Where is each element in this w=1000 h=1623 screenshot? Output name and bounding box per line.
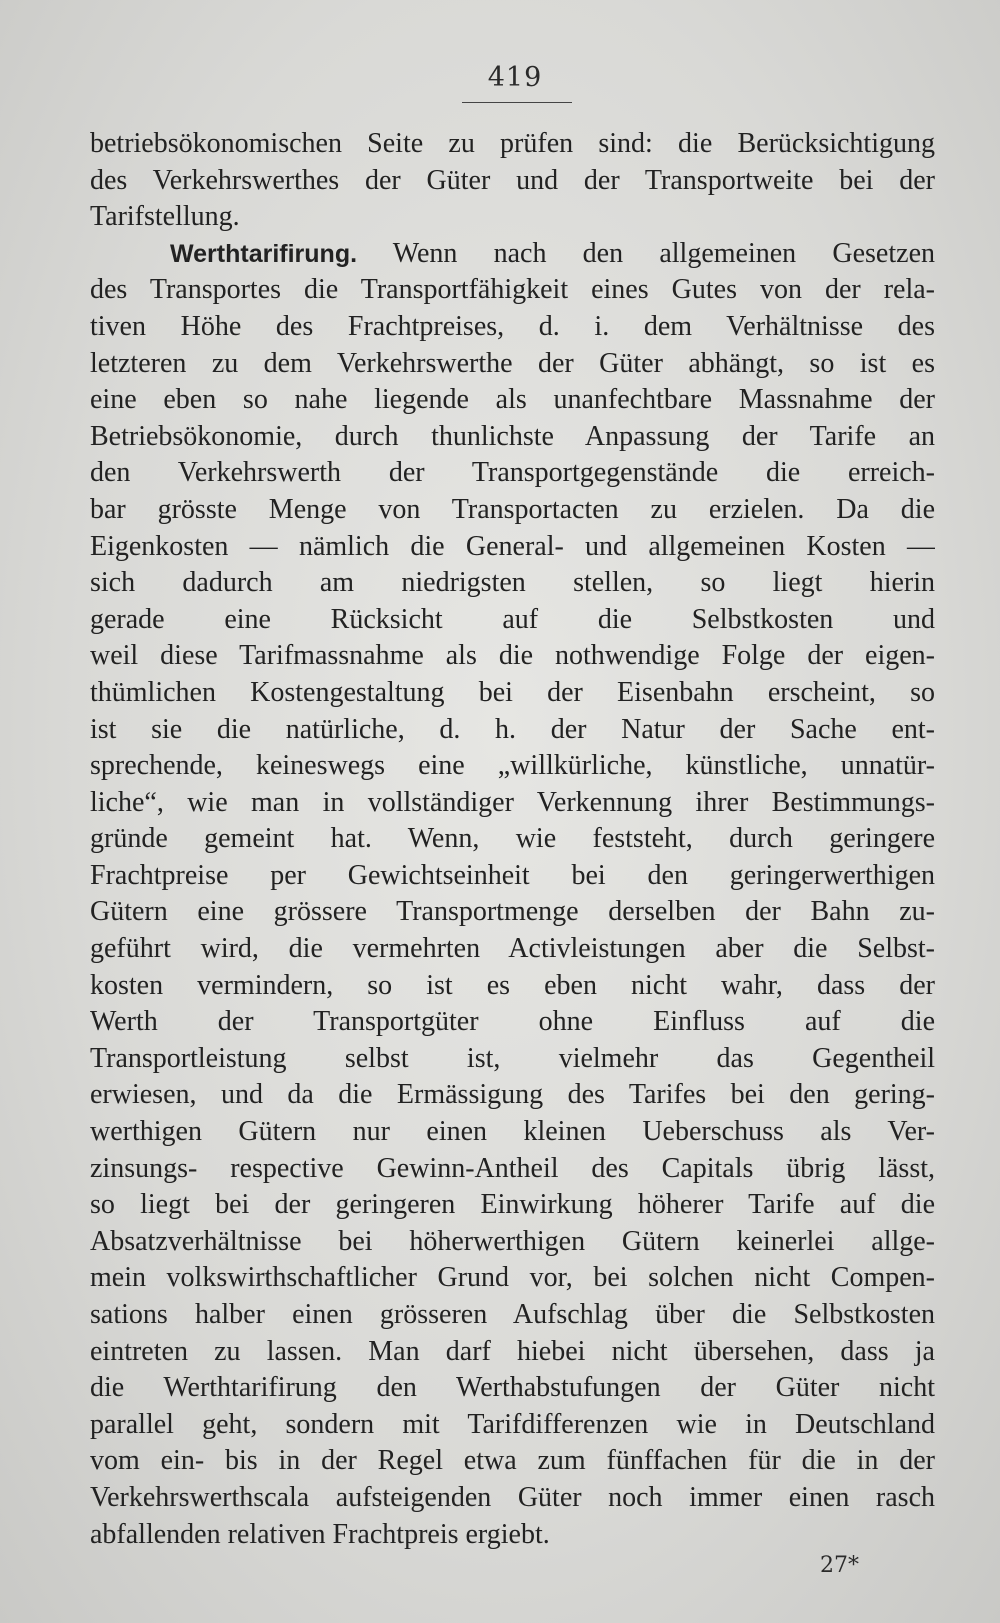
text-line: abfallenden relativen Frachtpreis ergiebt. [90, 1518, 550, 1550]
text-line: tiven Höhe des Frachtpreises, d. i. dem Verhältnisse des [90, 310, 935, 342]
text-line: mein volkswirthschaftlicher Grund vor, bei solchen nicht Compen- [90, 1262, 935, 1294]
text-line: parallel geht, sondern mit Tarifdifferenzen wie in Deutschland [90, 1408, 935, 1440]
page-number-rule [462, 102, 572, 103]
text-line: ist sie die natürliche, d. h. der Natur der Sache ent- [90, 713, 935, 745]
text-line: thümlichen Kostengestaltung bei der Eisenbahn erscheint, so [90, 676, 935, 708]
text-line: werthigen Gütern nur einen kleinen Ueberschuss als Ver- [90, 1116, 935, 1148]
text-line: vom ein- bis in der Regel etwa zum fünffachen für die in der [90, 1445, 935, 1477]
text-line: liche“, wie man in vollständiger Verkennung ihrer Bestimmungs- [90, 786, 935, 818]
text-line: bar grösste Menge von Transportacten zu erzielen. Da die [90, 493, 935, 525]
text-line: des Verkehrswerthes der Güter und der Transportweite bei der [90, 164, 935, 196]
text-line: des Transportes die Transportfähigkeit eines Gutes von der rela- [90, 274, 935, 306]
text-line: zinsungs- respective Gewinn-Antheil des Capitals übrig lässt, [90, 1152, 935, 1184]
text-line: sich dadurch am niedrigsten stellen, so liegt hierin [90, 567, 935, 599]
text-line: sprechende, keineswegs eine „willkürliche, künstliche, unnatür- [90, 750, 935, 782]
text-line: betriebsökonomischen Seite zu prüfen sind: die Berücksichtigung [90, 128, 935, 159]
text-line: Eigenkosten — nämlich die General- und allgemeinen Kosten — [90, 530, 935, 562]
text-line: Tarifstellung. [90, 201, 240, 233]
signature-mark: 27* [820, 1553, 859, 1578]
text-line: erwiesen, und da die Ermässigung des Tarifes bei den gering- [90, 1079, 935, 1111]
text-line: gerade eine Rücksicht auf die Selbstkosten und [90, 603, 935, 635]
text-line: Verkehrswerthscala aufsteigenden Güter noch immer einen rasch [90, 1481, 935, 1513]
text-line: den Verkehrswerth der Transportgegenstände die erreich- [90, 457, 935, 489]
text-line: kosten vermindern, so ist es eben nicht wahr, dass der [90, 969, 935, 1001]
page-number: 419 [487, 62, 543, 93]
text-line: die Werthtarifirung den Werthabstufungen der Güter nicht [90, 1372, 935, 1404]
text-line: sations halber einen grösseren Aufschlag über die Selbstkosten [90, 1299, 935, 1330]
body-text [90, 126, 935, 1553]
text-line: Frachtpreise per Gewichtseinheit bei den geringerwerthigen [90, 859, 935, 891]
text-line: so liegt bei der geringeren Einwirkung höherer Tarife auf die [90, 1189, 935, 1221]
text-line-rest: Wenn nach den allgemeinen Gesetzen [357, 237, 935, 269]
text-line: Betriebsökonomie, durch thunlichste Anpassung der Tarife an [90, 420, 935, 452]
text-line: Gütern eine grössere Transportmenge derselben der Bahn zu- [90, 896, 935, 928]
text-line: eintreten zu lassen. Man darf hiebei nicht übersehen, dass ja [90, 1335, 935, 1367]
text-line [90, 236, 935, 273]
text-line: geführt wird, die vermehrten Activleistungen aber die Selbst- [90, 933, 935, 965]
text-line: weil diese Tarifmassnahme als die nothwendige Folge der eigen- [90, 640, 935, 672]
text-line: Werth der Transportgüter ohne Einfluss auf die [90, 1006, 935, 1038]
section-heading: Werthtarifirung. [170, 239, 358, 268]
text-line: letzteren zu dem Verkehrswerthe der Güter abhängt, so ist es [90, 347, 935, 379]
text-line: Transportleistung selbst ist, vielmehr das Gegentheil [90, 1042, 935, 1074]
text-line: Absatzverhältnisse bei höherwerthigen Gütern keinerlei allge- [90, 1225, 935, 1257]
text-line: gründe gemeint hat. Wenn, wie feststeht, durch geringere [90, 823, 935, 855]
text-line: eine eben so nahe liegende als unanfechtbare Massnahme der [90, 384, 935, 416]
